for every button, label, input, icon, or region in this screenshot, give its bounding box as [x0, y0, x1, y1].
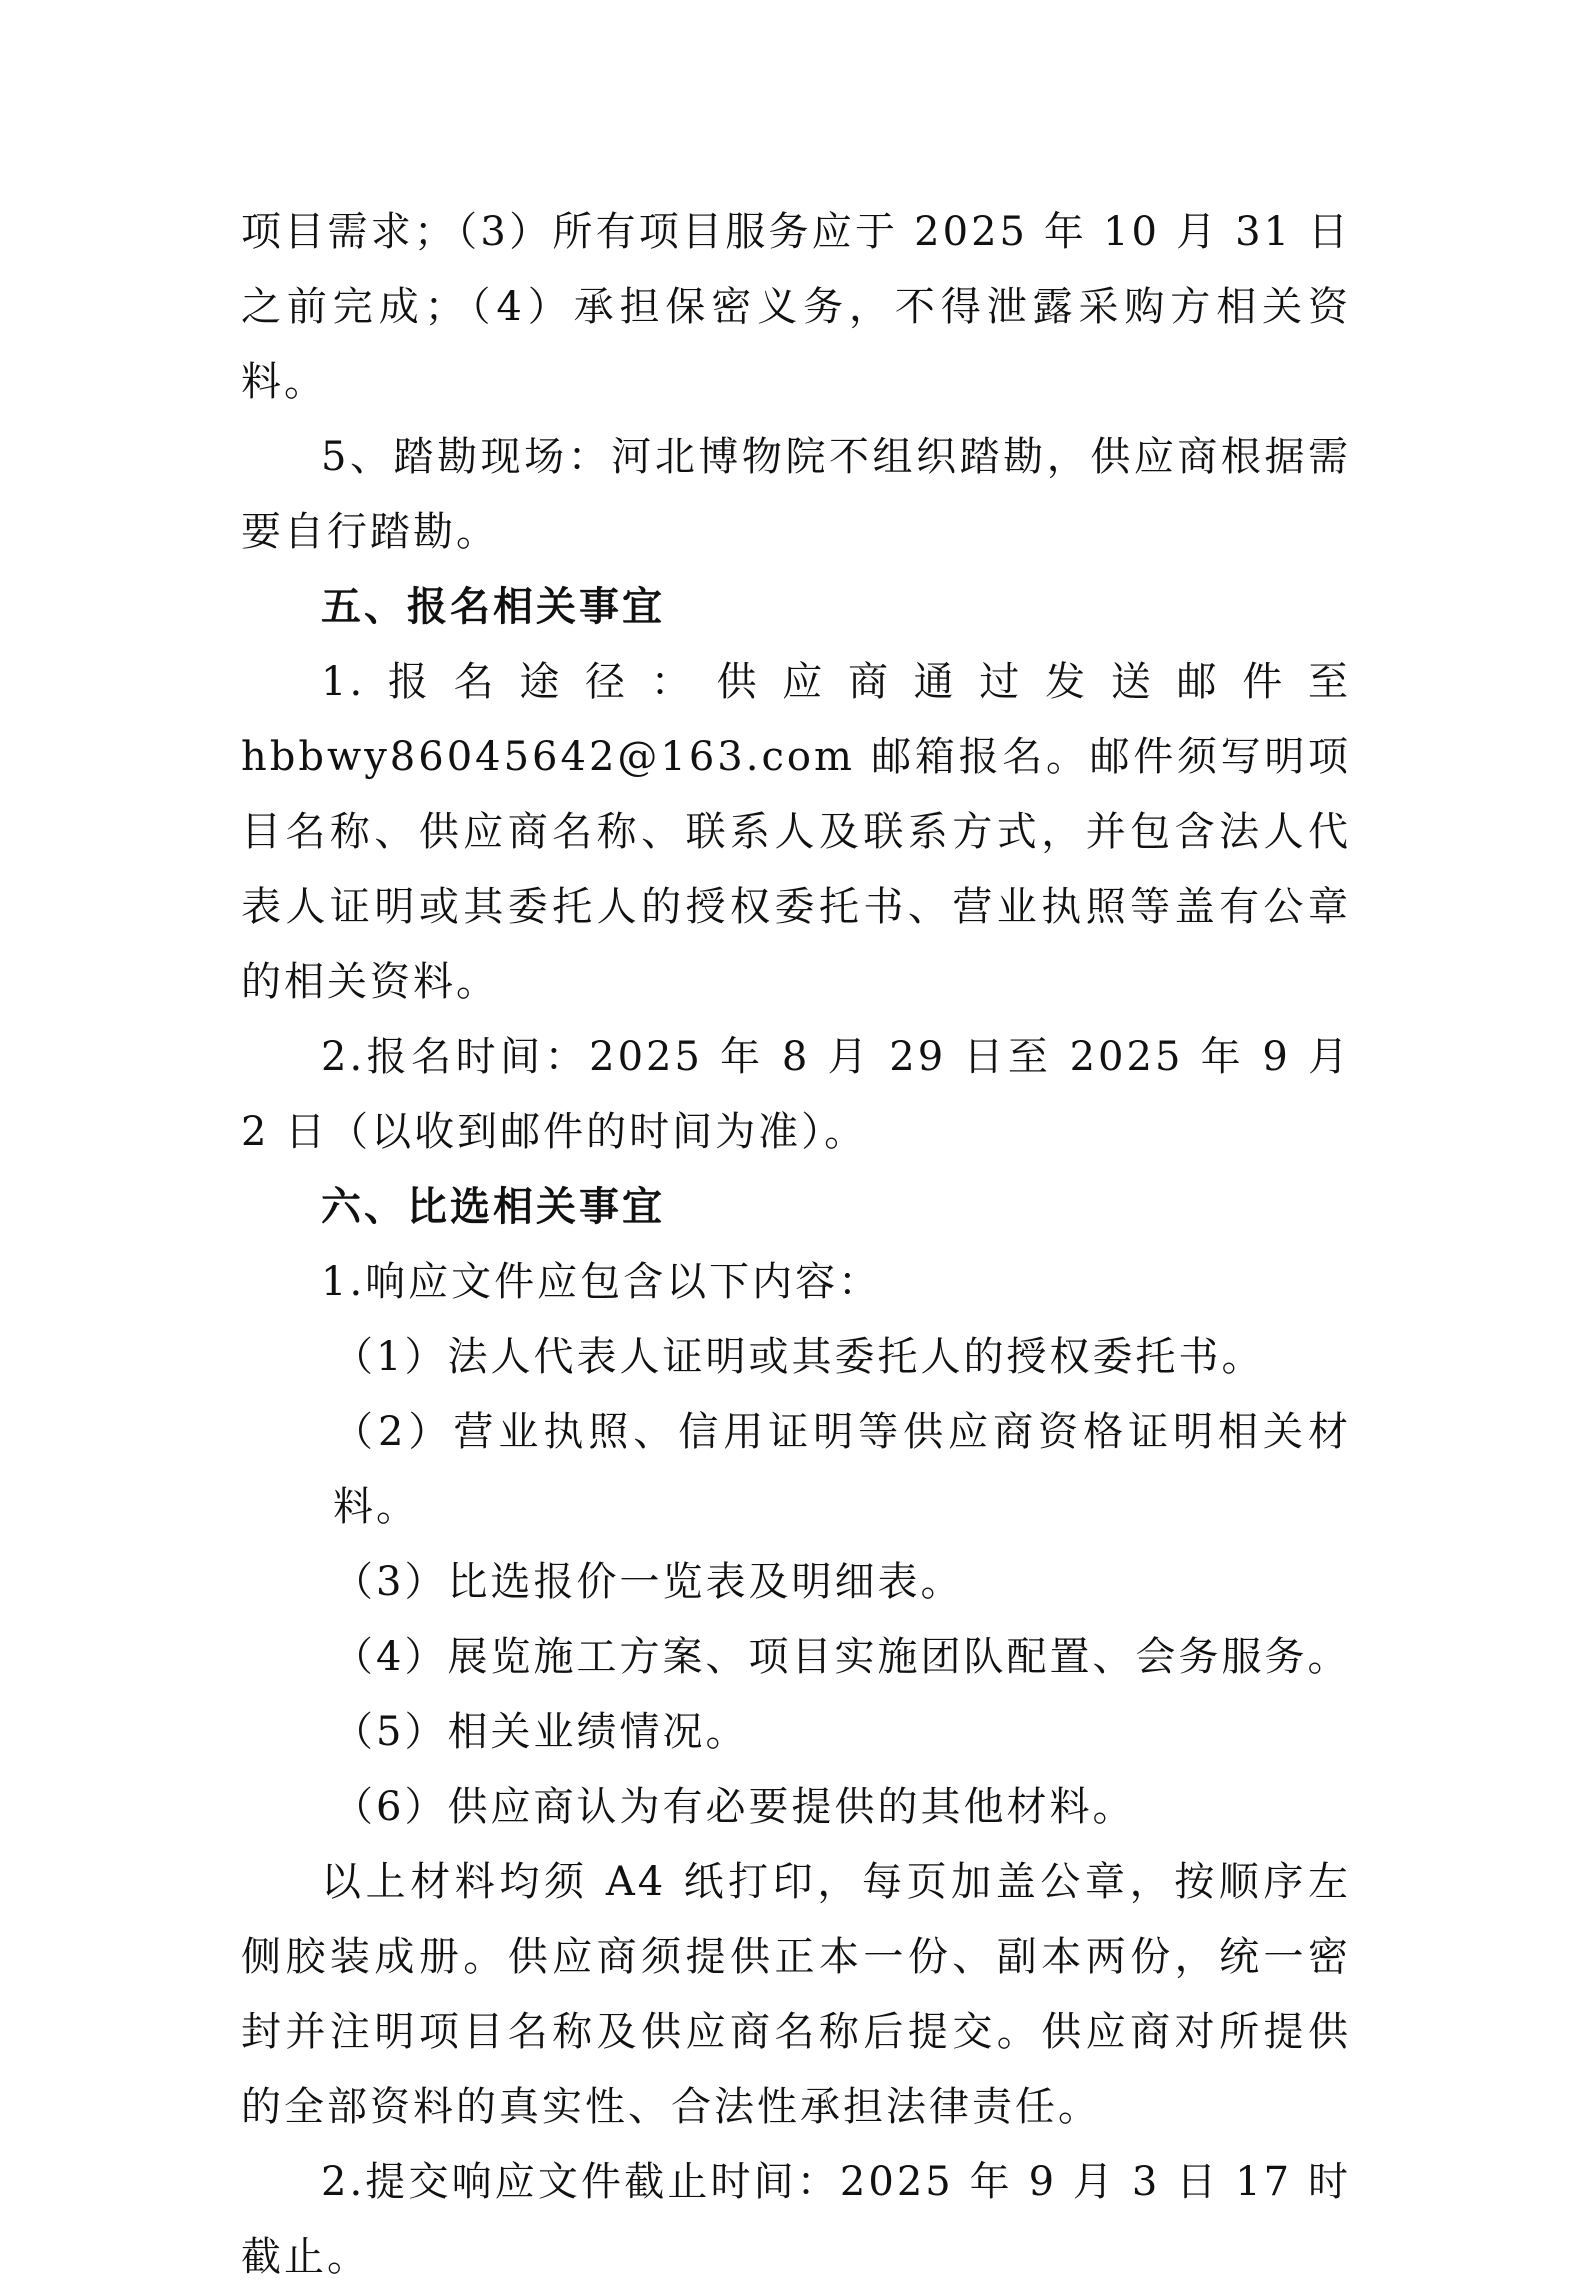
list-item-3: （3）比选报价一览表及明细表。: [333, 1559, 964, 1605]
paragraph-site-survey: 5、踏勘现场：河北博物院不组织踏勘，供应商根据需要自行踏勘。: [241, 434, 1351, 555]
paragraph-response-contents: 1.响应文件应包含以下内容：: [321, 1259, 882, 1305]
paragraph-submission-deadline: 2.提交响应文件截止时间：2025 年 9 月 3 日 17 时截止。: [241, 2159, 1351, 2280]
paragraph-project-requirements-continued: 项目需求；（3）所有项目服务应于 2025 年 10 月 31 日之前完成；（4）承担保密义务，不得泄露采购方相关资料。: [241, 209, 1351, 405]
list-item-4: （4）展览施工方案、项目实施团队配置、会务服务。: [333, 1634, 1351, 1680]
section-heading-selection: 六、比选相关事宜: [321, 1184, 665, 1230]
paragraph-registration-time: 2.报名时间：2025 年 8 月 29 日至 2025 年 9 月 2 日（以收到邮件的时间为准）。: [241, 1034, 1351, 1155]
paragraph-registration-method: 1.报名途径：供应商通过发送邮件至 hbbwy86045642@163.com 邮箱报名。邮件须写明项目名称、供应商名称、联系人及联系方式，并包含法人代表人证明或其委托人的授权委托书、营业执照等盖有公章的相关资料。: [241, 659, 1351, 1005]
paragraph-printing-requirements: 以上材料均须 A4 纸打印，每页加盖公章，按顺序左侧胶装成册。供应商须提供正本一份、副本两份，统一密封并注明项目名称及供应商名称后提交。供应商对所提供的全部资料的真实性、合法性承担法律责任。: [241, 1859, 1351, 2130]
list-item-5: （5）相关业绩情况。: [333, 1709, 749, 1755]
list-item-2: （2）营业执照、信用证明等供应商资格证明相关材料。: [333, 1409, 1351, 1530]
section-heading-registration: 五、报名相关事宜: [321, 584, 665, 630]
document-body: [241, 195, 1351, 2295]
list-item-6: （6）供应商认为有必要提供的其他材料。: [333, 1784, 1136, 1830]
list-item-1: （1）法人代表人证明或其委托人的授权委托书。: [333, 1334, 1265, 1380]
